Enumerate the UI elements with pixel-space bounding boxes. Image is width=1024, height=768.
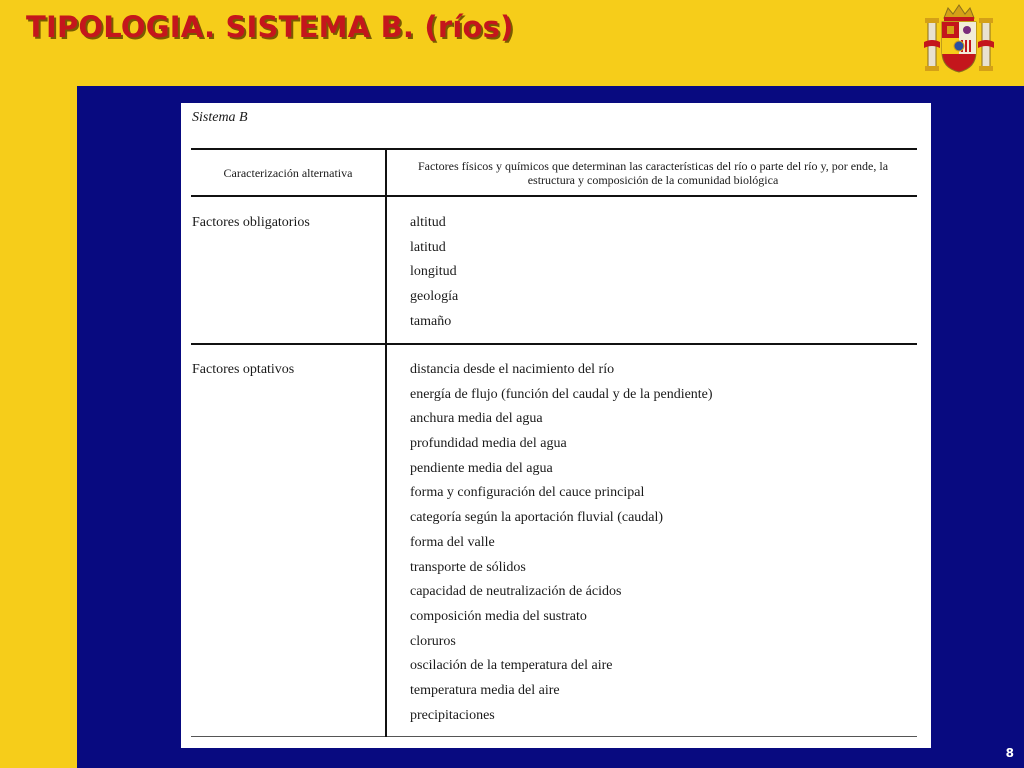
list-item: forma del valle — [410, 534, 495, 550]
list-item: categoría según la aportación fluvial (caudal) — [410, 510, 664, 526]
list-item: temperatura media del aire — [410, 682, 560, 698]
list-item: capacidad de neutralización de ácidos — [410, 584, 622, 600]
list-item: geología — [410, 289, 459, 305]
list-item: forma y configuración del cauce principal — [410, 485, 645, 501]
list-item: anchura media del agua — [410, 411, 543, 427]
page-number: 8 — [1005, 746, 1014, 760]
header-top-rule — [191, 148, 917, 150]
group-divider-rule — [191, 343, 917, 345]
list-item: precipitaciones — [410, 707, 495, 723]
table-bottom-rule — [191, 736, 917, 737]
group-label-optativos: Factores optativos — [192, 362, 295, 377]
obligatory-factor-list — [410, 211, 458, 334]
list-item: pendiente media del agua — [410, 460, 553, 476]
optional-factor-list — [410, 358, 713, 728]
slide-title: TIPOLOGIA. SISTEMA B. (ríos) — [26, 10, 514, 44]
list-item: altitud — [410, 215, 446, 230]
header-bottom-rule — [191, 195, 917, 197]
list-item: energía de flujo (función del caudal y de la pendiente) — [410, 386, 713, 402]
list-item: tamaño — [410, 313, 452, 329]
column-header-factores: Factores físicos y químicos que determinan las características del río o parte del río y, por ende, la estructura y composición de la comunidad biológica — [417, 159, 889, 187]
list-item: distancia desde el nacimiento del río — [410, 362, 615, 377]
group-label-obligatorios: Factores obligatorios — [192, 215, 310, 230]
list-item: profundidad media del agua — [410, 436, 567, 452]
spain-coat-of-arms-icon — [922, 2, 996, 74]
list-item: composición media del sustrato — [410, 608, 587, 624]
list-item: cloruros — [410, 633, 456, 649]
list-item: oscilación de la temperatura del aire — [410, 658, 613, 674]
column-header-caracterizacion: Caracterización alternativa — [223, 165, 353, 180]
table-caption: Sistema B — [192, 110, 248, 125]
list-item: transporte de sólidos — [410, 559, 526, 575]
sistema-b-table — [181, 103, 931, 748]
list-item: longitud — [410, 264, 457, 280]
list-item: latitud — [410, 239, 446, 255]
column-divider — [385, 148, 387, 737]
